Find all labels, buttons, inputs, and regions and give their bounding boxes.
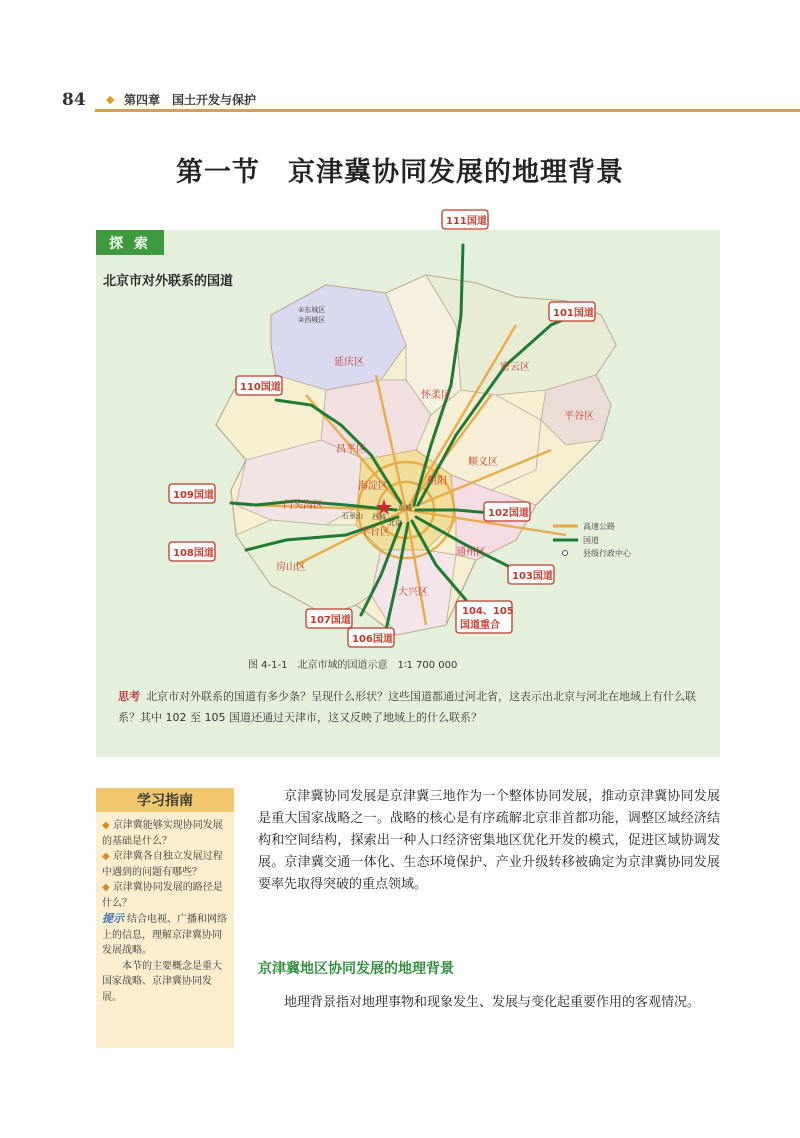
label-haidian: 海淀区	[358, 481, 388, 492]
section-title: 第一节 京津冀协同发展的地理背景	[176, 157, 624, 188]
diamond-icon: ◆	[102, 820, 110, 831]
think-question	[118, 686, 708, 728]
guide-concepts: 本节的主要概念是重大国家战略、京津冀协同发展。	[102, 960, 222, 1003]
label-road-106: 106国道	[352, 634, 393, 645]
body-paragraph-1: 京津冀协同发展是京津冀三地作为一个整体协同发展，推动京津冀协同发展是重大国家战略之一。战略的核心是有序疏解北京非首都功能，调整区域经济结构和空间结构，探索出一种人口经济密集地区优化开发的模式，促进区域协调发展。京津冀交通一体化、生态环境保护、产业升级转移被确定为京津冀协同发展要率先取得突破的重点领域。	[258, 789, 720, 892]
label-tongzhou: 通州区	[456, 547, 486, 558]
diamond-icon: ◆	[106, 93, 115, 106]
legend-national-road: 国道	[583, 536, 599, 545]
explore-tag: 探 索	[96, 230, 164, 255]
legend-expressway: 高速公路	[583, 522, 615, 531]
map-title: 北京市对外联系的国道	[103, 274, 234, 289]
label-fengtai: 丰台区	[360, 527, 390, 538]
label-beijing: 北京	[388, 519, 402, 527]
guide-hint: 提示 结合电视、广播和网络上的信息，理解京津冀协同发展战略。	[102, 912, 227, 956]
guide-question-1: ◆ 京津冀能够实现协同发展的基础是什么？	[102, 820, 223, 847]
guide-question-2: ◆ 京津冀各自独立发展过程中遇到的问题有哪些？	[102, 851, 223, 878]
label-mentougou: 门头沟区	[283, 500, 323, 511]
label-pinggu: 平谷区	[564, 411, 594, 422]
header-rule	[95, 109, 800, 112]
diamond-icon: ◆	[102, 882, 110, 893]
body-paragraph-2: 地理背景指对地理事物和现象发生、发展与变化起重要作用的客观情况。	[284, 995, 701, 1010]
chapter-title: 第四章 国土开发与保护	[124, 93, 257, 107]
guide-question-3: ◆ 京津冀协同发展的路径是什么？	[102, 882, 223, 909]
label-road-103: 103国道	[512, 571, 553, 582]
label-road-101: 101国道	[553, 308, 594, 319]
label-road-104-line2: 国道重合	[460, 620, 500, 631]
label-changping: 昌平区	[336, 444, 366, 455]
figure-caption: 图 4-1-1 北京市域的国道示意 1∶1 700 000	[248, 660, 458, 671]
hint-label: 提示	[102, 912, 124, 925]
label-fangshan: 房山区	[276, 562, 306, 573]
label-road-104-line1: 104、105	[462, 606, 514, 617]
label-road-102: 102国道	[488, 508, 529, 519]
map-note-1: ①东城区	[298, 306, 326, 314]
label-miyun: 密云区	[500, 362, 530, 373]
label-dongcheng: 东城	[398, 504, 412, 512]
label-road-109: 109国道	[173, 490, 214, 501]
think-label: 思考	[118, 690, 140, 703]
label-shunyi: 顺义区	[468, 457, 498, 468]
label-road-111: 111国道	[446, 216, 487, 227]
label-shijingshan: 石景山	[342, 512, 363, 520]
think-text: 北京市对外联系的国道有多少条？呈现什么形状？这些国道都通过河北省，这表示出北京与河北在地域上有什么联系？其中 102 至 105 国道还通过天津市，这又反映了地域上的什么联系？	[118, 690, 696, 724]
label-road-110: 110国道	[240, 382, 281, 393]
label-road-107: 107国道	[310, 615, 351, 626]
diamond-icon: ◆	[102, 851, 110, 862]
map-legend	[553, 521, 632, 558]
label-xicheng: 西城	[372, 513, 386, 521]
subsection-heading: 京津冀地区协同发展的地理背景	[258, 961, 454, 977]
beijing-road-map	[96, 205, 720, 650]
label-yanqing: 延庆区	[334, 357, 364, 368]
label-daxing: 大兴区	[398, 587, 428, 598]
label-road-108: 108国道	[173, 548, 214, 559]
study-guide-title: 学习指南	[96, 788, 234, 812]
label-chaoyang: 朝阳	[427, 476, 447, 487]
page-number: 84	[62, 90, 86, 110]
label-huairou: 怀柔区	[421, 390, 451, 401]
study-guide-content	[102, 818, 230, 1005]
map-note-2: ②西城区	[298, 316, 326, 324]
legend-admin-center: 县级行政中心	[583, 549, 631, 558]
